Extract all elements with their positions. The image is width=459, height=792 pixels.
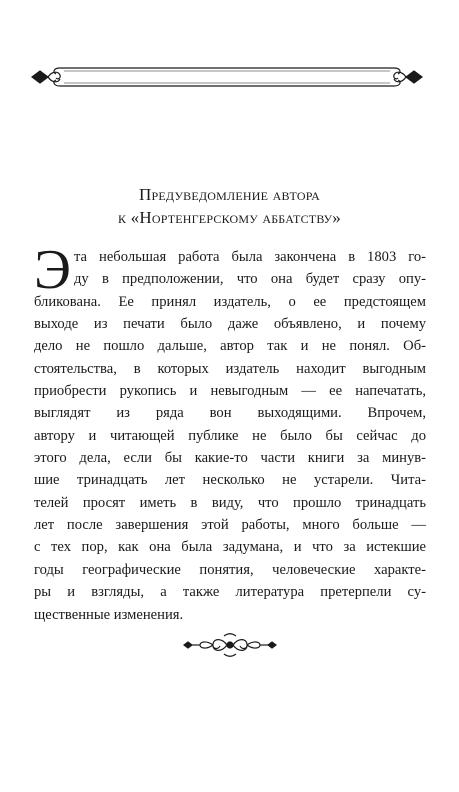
text-line: ры и взгляды, а также литература претерпели су- xyxy=(34,584,426,601)
footer-flourish-ornament xyxy=(180,630,280,660)
text-line: та небольшая работа была закончена в 1803 го- xyxy=(74,249,426,265)
text-line: шие тринадцать лет несколько не устарели. Чита- xyxy=(34,472,426,489)
title-line-1: Предуведомление автора xyxy=(139,185,320,204)
text-line: приобрести рукопись и невыгодным — ее напечатать, xyxy=(34,383,426,400)
text-line: выходе из печати было даже объявлено, и почему xyxy=(34,316,426,333)
text-line: с тех пор, как она была задумана, и что за истекшие xyxy=(34,539,426,556)
header-scroll-ornament xyxy=(28,62,426,92)
body-paragraph xyxy=(34,239,426,626)
text-line: ду в предположении, что она будет сразу опу- xyxy=(74,271,426,288)
text-line: этого дела, если бы какие-то части книги за минув- xyxy=(34,450,426,467)
text-line: автору и читающей публике не было бы сейчас до xyxy=(34,427,426,444)
text-line: дело не пошло дальше, автор так и не понял. Об- xyxy=(34,338,426,355)
text-line: бликована. Ее принял издатель, о ее предстоящем xyxy=(34,293,426,310)
text-line: телей просят иметь в виду, что прошло тринадцать xyxy=(34,494,426,511)
title-line-2: к «Нортенгерскому аббатству» xyxy=(118,208,341,227)
text-line: лет после завершения этой работы, много больше — xyxy=(34,517,426,534)
drop-cap: Э xyxy=(34,239,71,301)
text-line: годы географические понятия, человеческие характе- xyxy=(34,561,426,578)
text-line: щественные изменения. xyxy=(34,606,184,623)
chapter-title xyxy=(0,183,459,229)
text-line: выглядят из ряда вон выходящими. Впрочем, xyxy=(34,405,426,422)
text-line: стоятельства, в которых издатель находит выгодным xyxy=(34,360,426,377)
